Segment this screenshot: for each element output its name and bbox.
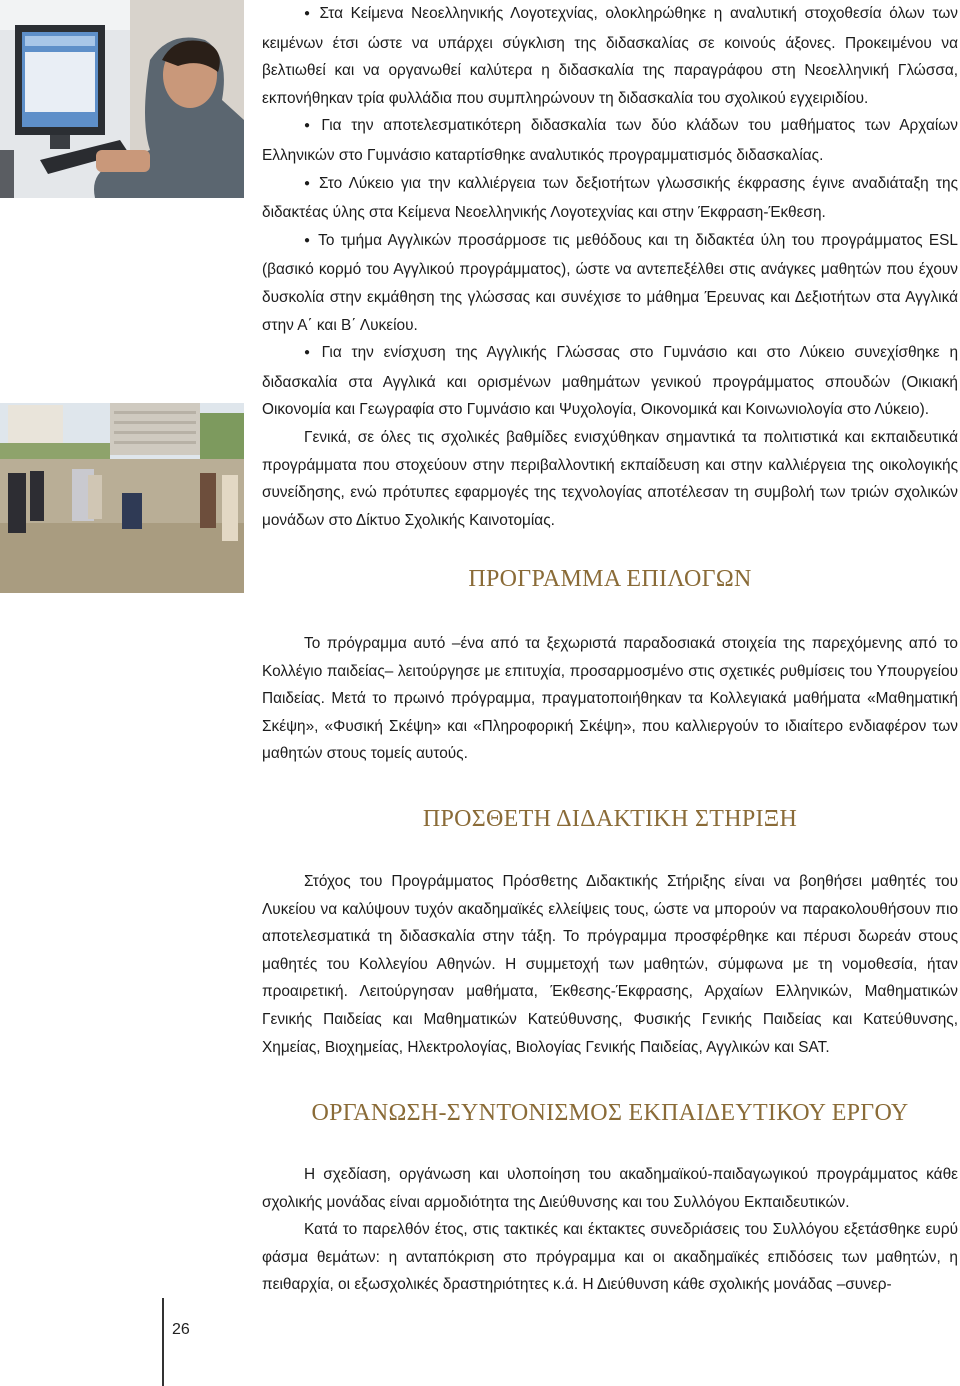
paragraph: Η σχεδίαση, οργάνωση και υλοποίηση του ακαδημαϊκού-παιδαγωγικού προγράμματος κάθε σχολικής μονάδας είναι αρμοδιότητα της Διεύθυνσης και του Συλλόγου Εκπαιδευτικών.	[262, 1166, 958, 1211]
intro-paragraphs	[262, 0, 958, 534]
paragraph: Κατά το παρελθόν έτος, στις τακτικές και έκτακτες συνεδριάσεις του Συλλόγου εξετάσθηκε ευρύ φάσμα θεμάτων: η ανταπόκριση στο πρόγραμμα και οι ακαδημαϊκές επιδόσεις των μαθητών, η πειθαρχία, οι εξωσχολικές δραστηριότητες κ.ά. Η Διεύθυνση κάθε σχολικής μονάδας –συνερ-	[262, 1221, 958, 1294]
bullet-paragraph: ● Για την αποτελεσματικότερη διδασκαλία των δύο κλάδων του μαθήματος των Αρχαίων Ελληνικών στο Γυμνάσιο καταρτίσθηκε αναλυτικός προγραμματισμός διδασκαλίας.	[262, 112, 958, 169]
student-at-computer-photo	[0, 0, 244, 198]
section-body	[262, 630, 958, 768]
paragraph: Γενικά, σε όλες τις σχολικές βαθμίδες ενισχύθηκαν σημαντικά τα πολιτιστικά και εκπαιδευτικά προγράμματα που στοχεύουν στην περιβαλλοντική εκπαίδευση και στην καλλιέργεια της οικολογικής συνείδησης, ενώ πρότυπες εφαρμογές της τεχνολογίας αποτέλεσαν τη συμβολή των τριών σχολικών μονάδων στο Δίκτυο Σχολικής Καινοτομίας.	[262, 428, 958, 529]
section-heading: ΠΡΟΓΡΑΜΜΑ ΕΠΙΛΟΓΩΝ	[468, 566, 752, 592]
section-heading: ΟΡΓΑΝΩΣΗ-ΣΥΝΤΟΝΙΣΜΟΣ ΕΚΠΑΙΔΕΥΤΙΚΟΥ ΕΡΓΟΥ	[311, 1100, 909, 1126]
section-heading: ΠΡΟΣΘΕΤΗ ΔΙΔΑΚΤΙΚΗ ΣΤΗΡΙΞΗ	[422, 806, 798, 832]
paragraph: Το πρόγραμμα αυτό –ένα από τα ξεχωριστά παραδοσιακά στοιχεία της παρεχόμενης από το Κολλέγιο παιδείας– λειτούργησε με επιτυχία, προσαρμοσμένο στις σχετικές ρυθμίσεις του Υπουργείου Παιδείας. Μετά το πρωινό πρόγραμμα, πραγματοποιήθηκαν τα Κολλεγιακά μαθήματα «Μαθηματική Σκέψη», «Φυσική Σκέψη» και «Πληροφορική Σκέψη», που καλλιεργούν το ιδιαίτερο ενδιαφέρον των μαθητών στους τομείς αυτούς.	[262, 635, 958, 763]
bullet-paragraph: ● Στα Κείμενα Νεοελληνικής Λογοτεχνίας, ολοκληρώθηκε η αναλυτική στοχοθεσία όλων των κειμένων έτσι ώστε να υπάρχει σύγκλιση της διδασκαλίας σε κοινούς άξονες. Προκειμένου να βελτιωθεί και να οργανωθεί καλύτερα η διδασκαλία της παραγράφου στη Νεοελληνική Γλώσσα, εκπονήθηκαν τρία φυλλάδια που συμπληρώνουν τη διδασκαλία του σχολικού εγχειριδίου.	[262, 0, 958, 112]
page-number-rule	[162, 1298, 164, 1386]
bullet-paragraph: ● Το τμήμα Αγγλικών προσάρμοσε τις μεθόδους και τη διδακτέα ύλη του προγράμματος ESL (βασικό κορμό του Αγγλικού προγράμματος), ώστε να αντεπεξέλθει στις ανάγκες μαθητών που έχουν δυσκολία στην εκμάθηση της γλώσσας και συνέχισε το μάθημα Έρευνας και Δεξιοτήτων στα Αγγλικά στην Α΄ και Β΄ Λυκείου.	[262, 227, 958, 339]
section-body	[262, 868, 958, 1061]
page-number: 26	[172, 1321, 190, 1338]
bullet-paragraph: ● Για την ενίσχυση της Αγγλικής Γλώσσας στο Γυμνάσιο και στο Λύκειο συνεχίσθηκε η διδασκαλία στα Αγγλικά και ορισμένων μαθημάτων γενικού προγράμματος σπουδών (Οικιακή Οικονομία και Γεωγραφία στο Γυμνάσιο και Ψυχολογία, Οικονομικά και Κοινωνιολογία στο Λύκειο).	[262, 339, 958, 424]
section-body	[262, 1161, 958, 1299]
paragraph: Στόχος του Προγράμματος Πρόσθετης Διδακτικής Στήριξης είναι να βοηθήσει μαθητές του Λυκείου να καλύψουν τυχόν ακαδημαϊκές ελλείψεις τους, ώστε να μπορούν να παρακολουθήσουν πιο αποτελεσματικά τη διδασκαλία στην τάξη. Το πρόγραμμα προσφέρθηκε και πέρυσι δωρεάν στους μαθητές του Κολλεγίου Αθηνών. Η συμμετοχή των μαθητών, σύμφωνα με τη νομοθεσία, ήταν προαιρετική. Λειτούργησαν μαθήματα, Έκθεσης-Έκφρασης, Αρχαίων Ελληνικών, Μαθηματικών Γενικής Παιδείας και Μαθηματικών Κατεύθυνσης, Φυσικής Γενικής Παιδείας και Κατεύθυνσης, Χημείας, Βιοχημείας, Ηλεκτρολογίας, Βιολογίας Γενικής Παιδείας, Αγγλικών και SAT.	[262, 873, 958, 1056]
bullet-paragraph: ● Στο Λύκειο για την καλλιέργεια των δεξιοτήτων γλωσσικής έκφρασης έγινε αναδιάταξη της διδακτέας ύλης στα Κείμενα Νεοελληνικής Λογοτεχνίας και στην Έκφραση-Έκθεση.	[262, 170, 958, 227]
students-planting-outdoors-photo	[0, 403, 244, 593]
